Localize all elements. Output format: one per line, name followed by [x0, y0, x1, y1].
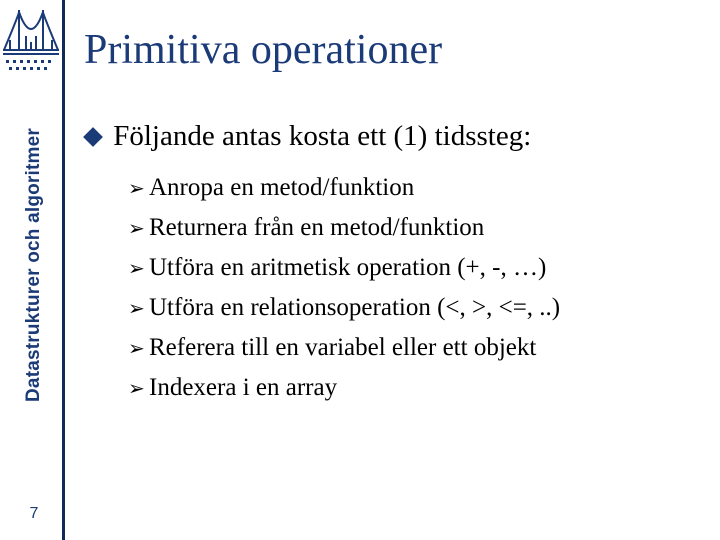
- sub-bullet-list: [128, 168, 560, 408]
- bridge-logo-icon: [2, 6, 60, 78]
- arrow-bullet-icon: ➢: [128, 296, 145, 320]
- slide-title: Primitiva operationer: [84, 27, 443, 73]
- arrow-bullet-icon: ➢: [128, 176, 145, 200]
- main-bullet: [80, 120, 531, 153]
- sidebar: [0, 0, 66, 540]
- arrow-bullet-icon: ➢: [128, 336, 145, 360]
- list-item-text: Utföra en relationsoperation (<, >, <=, ..): [149, 294, 561, 321]
- list-item: [128, 288, 560, 328]
- list-item-text: Returnera från en metod/funktion: [149, 214, 485, 241]
- list-item: [128, 168, 560, 208]
- page-number: 7: [29, 505, 39, 522]
- list-item: [128, 208, 560, 248]
- list-item: [128, 248, 560, 288]
- main-bullet-text: Följande antas kosta ett (1) tidssteg:: [113, 120, 532, 152]
- arrow-bullet-icon: ➢: [128, 216, 145, 240]
- list-item-text: Anropa en metod/funktion: [149, 174, 415, 201]
- diamond-bullet-icon: [83, 127, 103, 147]
- list-item-text: Referera till en variabel eller ett objekt: [149, 334, 537, 361]
- list-item: [128, 368, 560, 408]
- arrow-bullet-icon: ➢: [128, 256, 145, 280]
- list-item: [128, 328, 560, 368]
- list-item-text: Utföra en aritmetisk operation (+, -, …): [149, 254, 547, 281]
- sidebar-divider: [62, 0, 65, 540]
- course-title: Datastrukturer och algoritmer: [23, 128, 44, 402]
- arrow-bullet-icon: ➢: [128, 376, 145, 400]
- list-item-text: Indexera i en array: [149, 374, 338, 401]
